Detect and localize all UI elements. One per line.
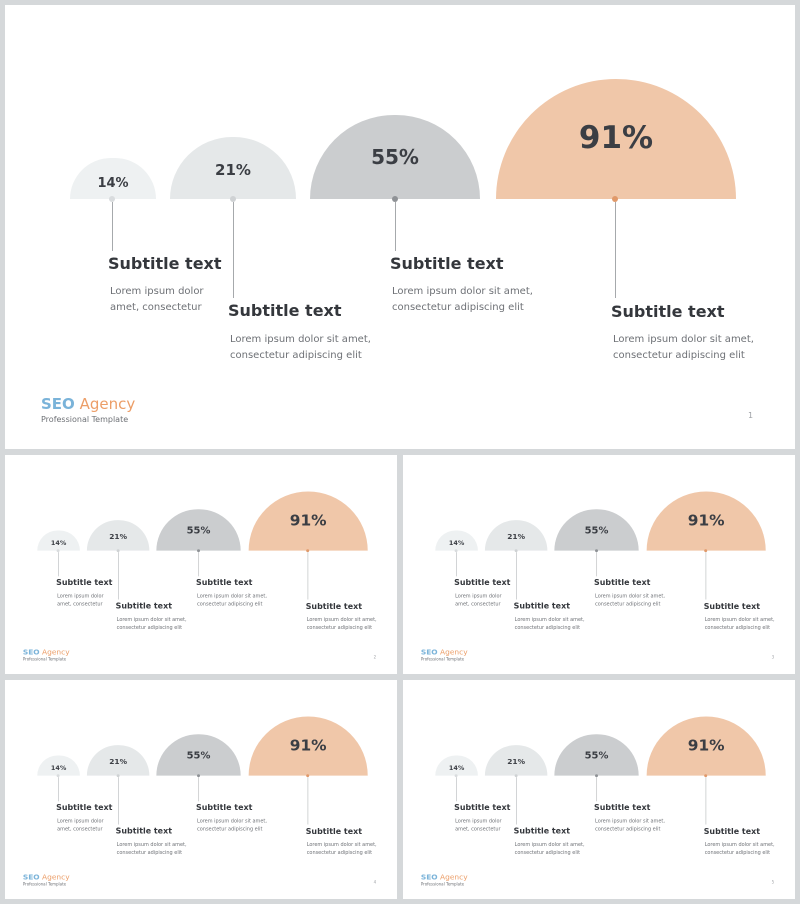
item-title: Subtitle text [115,825,172,836]
brand-logo [23,647,70,656]
body-line: amet, consectetur [57,826,103,832]
brand-seo: SEO [420,647,438,657]
item-title: Subtitle text [703,601,761,611]
dome-value: 55% [186,524,211,536]
connector-line [112,202,113,251]
dome-value: 14% [97,176,129,191]
item-title: Subtitle text [305,826,363,836]
dome-3 [310,115,480,199]
dome-value: 14% [448,539,465,547]
dome-1 [37,755,80,775]
dome-value: 14% [50,764,67,772]
item-title: Subtitle text [228,301,342,320]
item-body [117,616,187,632]
item-body [307,841,377,857]
dome-value: 21% [109,756,128,766]
brand-seo: SEO [22,872,40,882]
brand-logo [41,395,135,413]
brand-tagline: Professional Template [420,657,465,662]
body-line: Lorem ipsum dolor [455,593,502,600]
dome-3 [156,509,240,550]
slide-thumbnail-3[interactable] [5,680,397,899]
slide-content [5,680,397,899]
body-line: amet, consectetur [110,302,202,313]
body-line: Lorem ipsum dolor sit amet, [306,617,377,623]
page-number: 5 [771,880,775,885]
body-line: consectetur adipiscing elit [514,625,581,631]
slide-thumbnail-4[interactable] [403,680,795,899]
body-line: consectetur adipiscing elit [704,850,771,856]
brand-agency: Agency [42,647,70,657]
item-body [595,593,665,609]
item-body [197,818,267,834]
body-line: consectetur adipiscing elit [704,625,771,631]
item-body [57,593,103,609]
item-body [455,818,501,834]
page-number: 1 [748,411,754,420]
body-line: consectetur adipiscing elit [230,350,362,361]
body-line: Lorem ipsum dolor sit amet, [704,842,775,848]
item-title: Subtitle text [703,826,761,836]
slide-content [403,455,795,674]
body-line: consectetur adipiscing elit [306,850,373,856]
dome-1 [435,530,478,550]
dome-2 [87,745,150,776]
item-body [57,818,103,834]
item-title: Subtitle text [305,601,363,611]
body-line: consectetur adipiscing elit [197,601,263,607]
brand-agency: Agency [440,872,468,882]
connector-line [233,202,234,298]
brand-tagline: Professional Template [22,657,67,662]
dome-value: 91% [578,120,654,156]
item-body [117,841,187,857]
item-title: Subtitle text [513,825,570,836]
body-line: Lorem ipsum dolor [110,286,204,297]
item-title: Subtitle text [56,802,113,813]
dome-value: 91% [289,511,327,530]
dome-1 [37,530,80,550]
dome-value: 91% [289,736,327,755]
item-body [595,818,665,834]
item-title: Subtitle text [611,302,725,321]
item-body [455,593,501,609]
item-body [307,616,377,632]
brand-tagline: Professional Template [420,882,465,887]
dome-3 [554,734,638,775]
body-line: amet, consectetur [455,601,501,607]
body-line: consectetur adipiscing elit [197,826,263,832]
item-title: Subtitle text [390,254,504,273]
brand-seo: SEO [41,395,75,413]
body-line: Lorem ipsum dolor [57,818,104,825]
body-line: amet, consectetur [57,601,103,607]
dome-1 [435,755,478,775]
body-line: consectetur adipiscing elit [595,826,661,832]
item-body [392,284,533,316]
dome-value: 21% [507,531,526,541]
dome-4 [647,491,766,550]
brand-logo [23,872,70,881]
dome-1 [70,158,156,199]
connector-line [615,202,616,298]
dome-value: 55% [186,749,211,761]
dome-4 [249,491,368,550]
body-line: Lorem ipsum dolor sit amet, [116,842,187,848]
item-body [515,841,585,857]
body-line: consectetur adipiscing elit [306,625,373,631]
dome-value: 14% [50,539,67,547]
dome-4 [496,79,736,199]
dome-value: 14% [448,764,465,772]
slide-thumbnail-2[interactable] [403,455,795,674]
item-title: Subtitle text [196,577,253,588]
body-line: Lorem ipsum dolor sit amet, [595,818,665,825]
page-number: 3 [771,655,775,660]
page-number: 4 [373,880,377,885]
brand-seo: SEO [420,872,438,882]
body-line: Lorem ipsum dolor sit amet, [197,818,267,825]
item-body [613,332,754,364]
brand-tagline: Professional Template [41,415,129,424]
brand-logo [421,647,468,656]
brand-tagline: Professional Template [22,882,67,887]
dome-4 [249,716,368,775]
item-title: Subtitle text [56,577,113,588]
body-line: Lorem ipsum dolor sit amet, [116,617,187,623]
slide-content [403,680,795,899]
item-title: Subtitle text [454,577,511,588]
dome-value: 21% [507,756,526,766]
body-line: consectetur adipiscing elit [613,350,745,361]
dome-value: 55% [584,749,609,761]
brand-agency: Agency [79,395,136,413]
item-body [515,616,585,632]
body-line: amet, consectetur [455,826,501,832]
body-line: consectetur adipiscing elit [116,625,183,631]
body-line: consectetur adipiscing elit [392,302,524,313]
item-title: Subtitle text [196,802,253,813]
brand-agency: Agency [42,872,70,882]
body-line: consectetur adipiscing elit [116,850,183,856]
body-line: Lorem ipsum dolor sit amet, [595,593,665,600]
body-line: Lorem ipsum dolor [455,818,502,825]
dome-value: 55% [584,524,609,536]
item-title: Subtitle text [594,802,651,813]
brand-logo [421,872,468,881]
body-line: Lorem ipsum dolor sit amet, [306,842,377,848]
dome-2 [485,745,548,776]
body-line: Lorem ipsum dolor sit amet, [704,617,775,623]
slide-content [5,455,397,674]
dome-value: 55% [371,145,419,169]
body-line: Lorem ipsum dolor sit amet, [197,593,267,600]
item-title: Subtitle text [108,254,222,273]
item-title: Subtitle text [115,600,172,611]
brand-agency: Agency [440,647,468,657]
body-line: Lorem ipsum dolor sit amet, [230,334,371,345]
connector-line [395,202,396,251]
body-line: consectetur adipiscing elit [595,601,661,607]
slide-main[interactable] [5,5,795,449]
item-body [705,616,775,632]
slide-content [5,5,795,449]
item-title: Subtitle text [454,802,511,813]
body-line: consectetur adipiscing elit [514,850,581,856]
item-title: Subtitle text [594,577,651,588]
dome-value: 21% [109,531,128,541]
dome-2 [87,520,150,551]
dome-value: 91% [687,511,725,530]
page-number: 2 [373,655,377,660]
item-body [705,841,775,857]
item-body [230,332,371,364]
dome-2 [485,520,548,551]
dome-4 [647,716,766,775]
item-title: Subtitle text [513,600,570,611]
body-line: Lorem ipsum dolor sit amet, [613,334,754,345]
slide-thumbnail-1[interactable] [5,455,397,674]
body-line: Lorem ipsum dolor sit amet, [514,842,585,848]
brand-seo: SEO [22,647,40,657]
item-body [110,284,204,316]
dome-3 [156,734,240,775]
body-line: Lorem ipsum dolor sit amet, [514,617,585,623]
dome-2 [170,137,296,199]
item-body [197,593,267,609]
dome-3 [554,509,638,550]
dome-value: 21% [215,161,251,179]
body-line: Lorem ipsum dolor sit amet, [392,286,533,297]
body-line: Lorem ipsum dolor [57,593,104,600]
dome-value: 91% [687,736,725,755]
